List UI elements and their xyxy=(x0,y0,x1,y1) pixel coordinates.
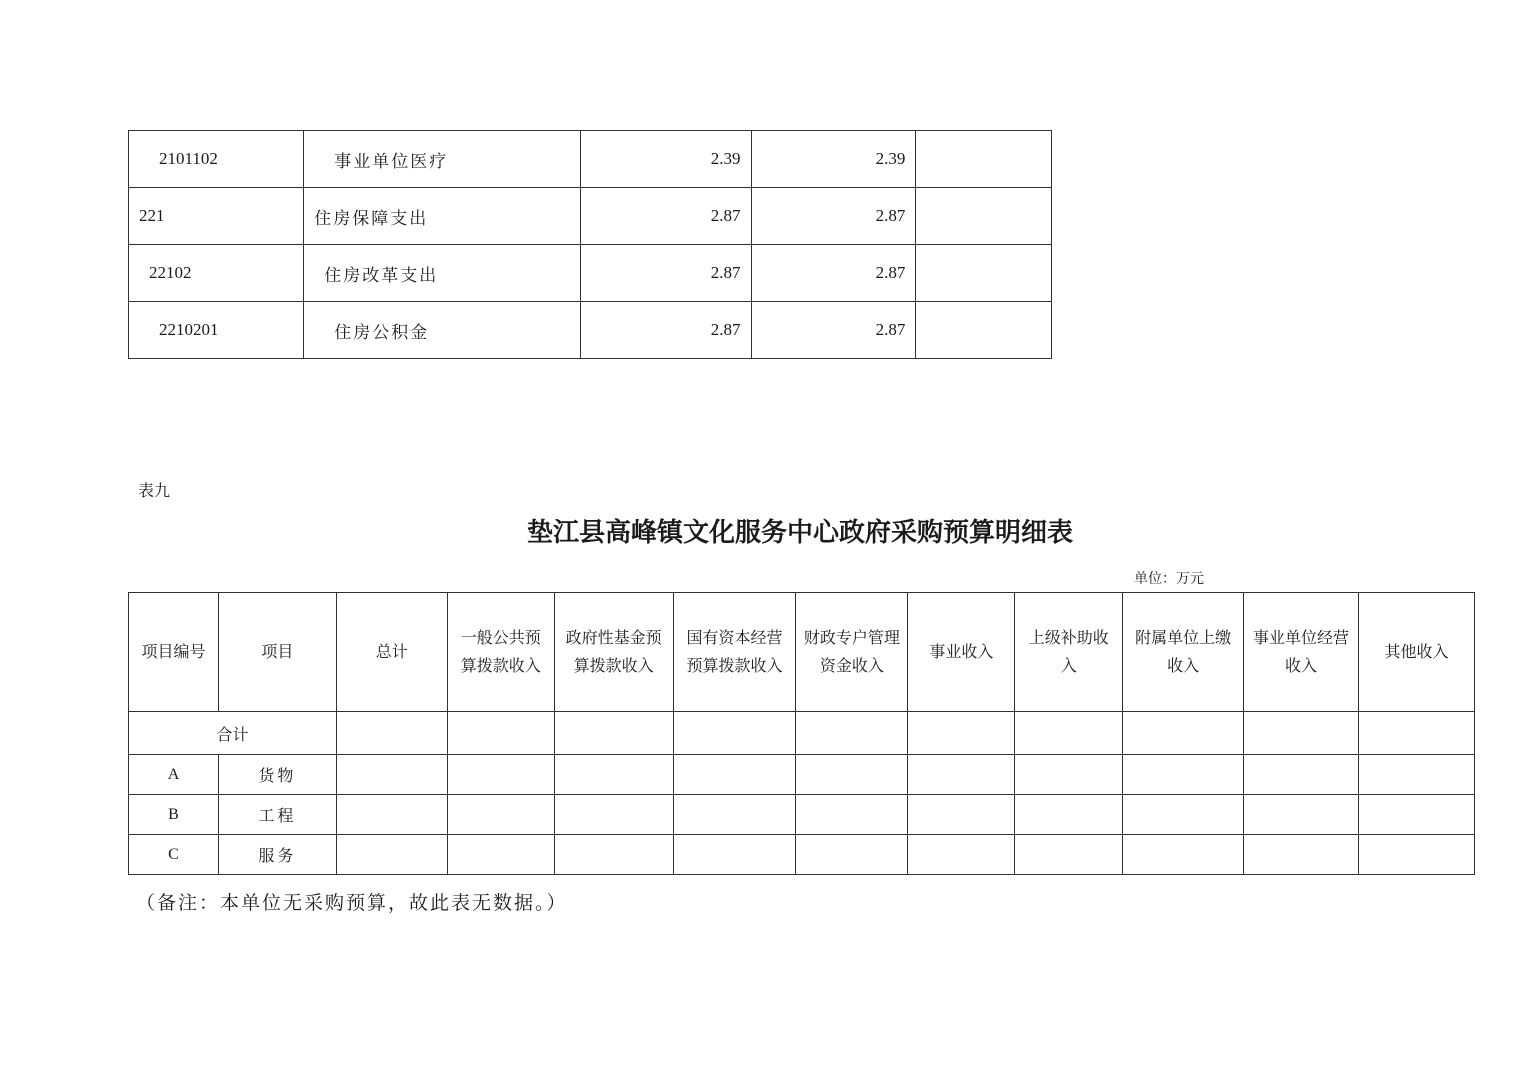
table-row xyxy=(129,302,1052,359)
row-total: 2.39 xyxy=(581,131,751,188)
cell xyxy=(796,755,908,795)
cell xyxy=(554,795,673,835)
cell xyxy=(1244,795,1359,835)
header-cell: 项目编号 xyxy=(129,593,219,712)
row-project xyxy=(916,131,1052,188)
row-total: 2.87 xyxy=(581,302,751,359)
procurement-budget-table xyxy=(128,592,1475,875)
item-name: 货物 xyxy=(218,755,336,795)
cell xyxy=(908,712,1015,755)
table-row xyxy=(129,755,1475,795)
item-code: A xyxy=(129,755,219,795)
cell xyxy=(447,712,554,755)
row-name: 住房保障支出 xyxy=(304,188,581,245)
row-basic: 2.87 xyxy=(751,302,916,359)
header-cell: 一般公共预算拨款收入 xyxy=(447,593,554,712)
header-cell: 财政专户管理资金收入 xyxy=(796,593,908,712)
table-row xyxy=(129,245,1052,302)
cell xyxy=(673,795,796,835)
cell xyxy=(1244,755,1359,795)
table-row xyxy=(129,188,1052,245)
total-label: 合计 xyxy=(129,712,337,755)
cell xyxy=(336,755,447,795)
cell xyxy=(908,795,1015,835)
header-cell: 政府性基金预算拨款收入 xyxy=(554,593,673,712)
row-total: 2.87 xyxy=(581,245,751,302)
cell xyxy=(1123,835,1244,875)
cell xyxy=(1359,795,1475,835)
row-total: 2.87 xyxy=(581,188,751,245)
header-cell: 事业收入 xyxy=(908,593,1015,712)
cell xyxy=(673,835,796,875)
cell xyxy=(1015,712,1123,755)
cell xyxy=(336,795,447,835)
cell xyxy=(1015,755,1123,795)
header-cell: 附属单位上缴收入 xyxy=(1123,593,1244,712)
header-cell: 其他收入 xyxy=(1359,593,1475,712)
cell xyxy=(447,755,554,795)
cell xyxy=(1359,712,1475,755)
table-row xyxy=(129,131,1052,188)
cell xyxy=(447,795,554,835)
row-code: 2101102 xyxy=(129,131,304,188)
cell xyxy=(673,755,796,795)
cell xyxy=(796,835,908,875)
header-cell: 事业单位经营收入 xyxy=(1244,593,1359,712)
header-cell: 项目 xyxy=(218,593,336,712)
total-row xyxy=(129,712,1475,755)
page-title: 垫江县高峰镇文化服务中心政府采购预算明细表 xyxy=(526,518,1073,548)
cell xyxy=(1359,835,1475,875)
item-name: 服务 xyxy=(218,835,336,875)
cell xyxy=(1015,795,1123,835)
row-project xyxy=(916,188,1052,245)
row-name: 住房改革支出 xyxy=(304,245,581,302)
cell xyxy=(447,835,554,875)
unit-label: 单位：万元 xyxy=(1134,571,1204,587)
cell xyxy=(908,835,1015,875)
cell xyxy=(673,712,796,755)
cell xyxy=(554,712,673,755)
row-name: 住房公积金 xyxy=(304,302,581,359)
table-row xyxy=(129,795,1475,835)
row-code: 2210201 xyxy=(129,302,304,359)
item-code: C xyxy=(129,835,219,875)
note-text: （备注：本单位无采购预算，故此表无数据。） xyxy=(136,892,568,914)
cell xyxy=(336,835,447,875)
budget-expense-table xyxy=(128,130,1052,359)
table-row xyxy=(129,835,1475,875)
row-code: 22102 xyxy=(129,245,304,302)
cell xyxy=(1244,712,1359,755)
row-basic: 2.87 xyxy=(751,245,916,302)
cell xyxy=(1123,712,1244,755)
header-cell: 国有资本经营预算拨款收入 xyxy=(673,593,796,712)
cell xyxy=(796,712,908,755)
cell xyxy=(1123,795,1244,835)
header-cell: 上级补助收入 xyxy=(1015,593,1123,712)
cell xyxy=(554,835,673,875)
cell xyxy=(554,755,673,795)
cell xyxy=(1123,755,1244,795)
cell xyxy=(336,712,447,755)
cell xyxy=(796,795,908,835)
cell xyxy=(908,755,1015,795)
cell xyxy=(1244,835,1359,875)
item-name: 工程 xyxy=(218,795,336,835)
row-project xyxy=(916,245,1052,302)
row-basic: 2.87 xyxy=(751,188,916,245)
row-basic: 2.39 xyxy=(751,131,916,188)
row-name: 事业单位医疗 xyxy=(304,131,581,188)
cell xyxy=(1359,755,1475,795)
row-code: 221 xyxy=(129,188,304,245)
item-code: B xyxy=(129,795,219,835)
header-cell: 总计 xyxy=(336,593,447,712)
cell xyxy=(1015,835,1123,875)
header-row xyxy=(129,593,1475,712)
table-number: 表九 xyxy=(138,481,171,500)
row-project xyxy=(916,302,1052,359)
